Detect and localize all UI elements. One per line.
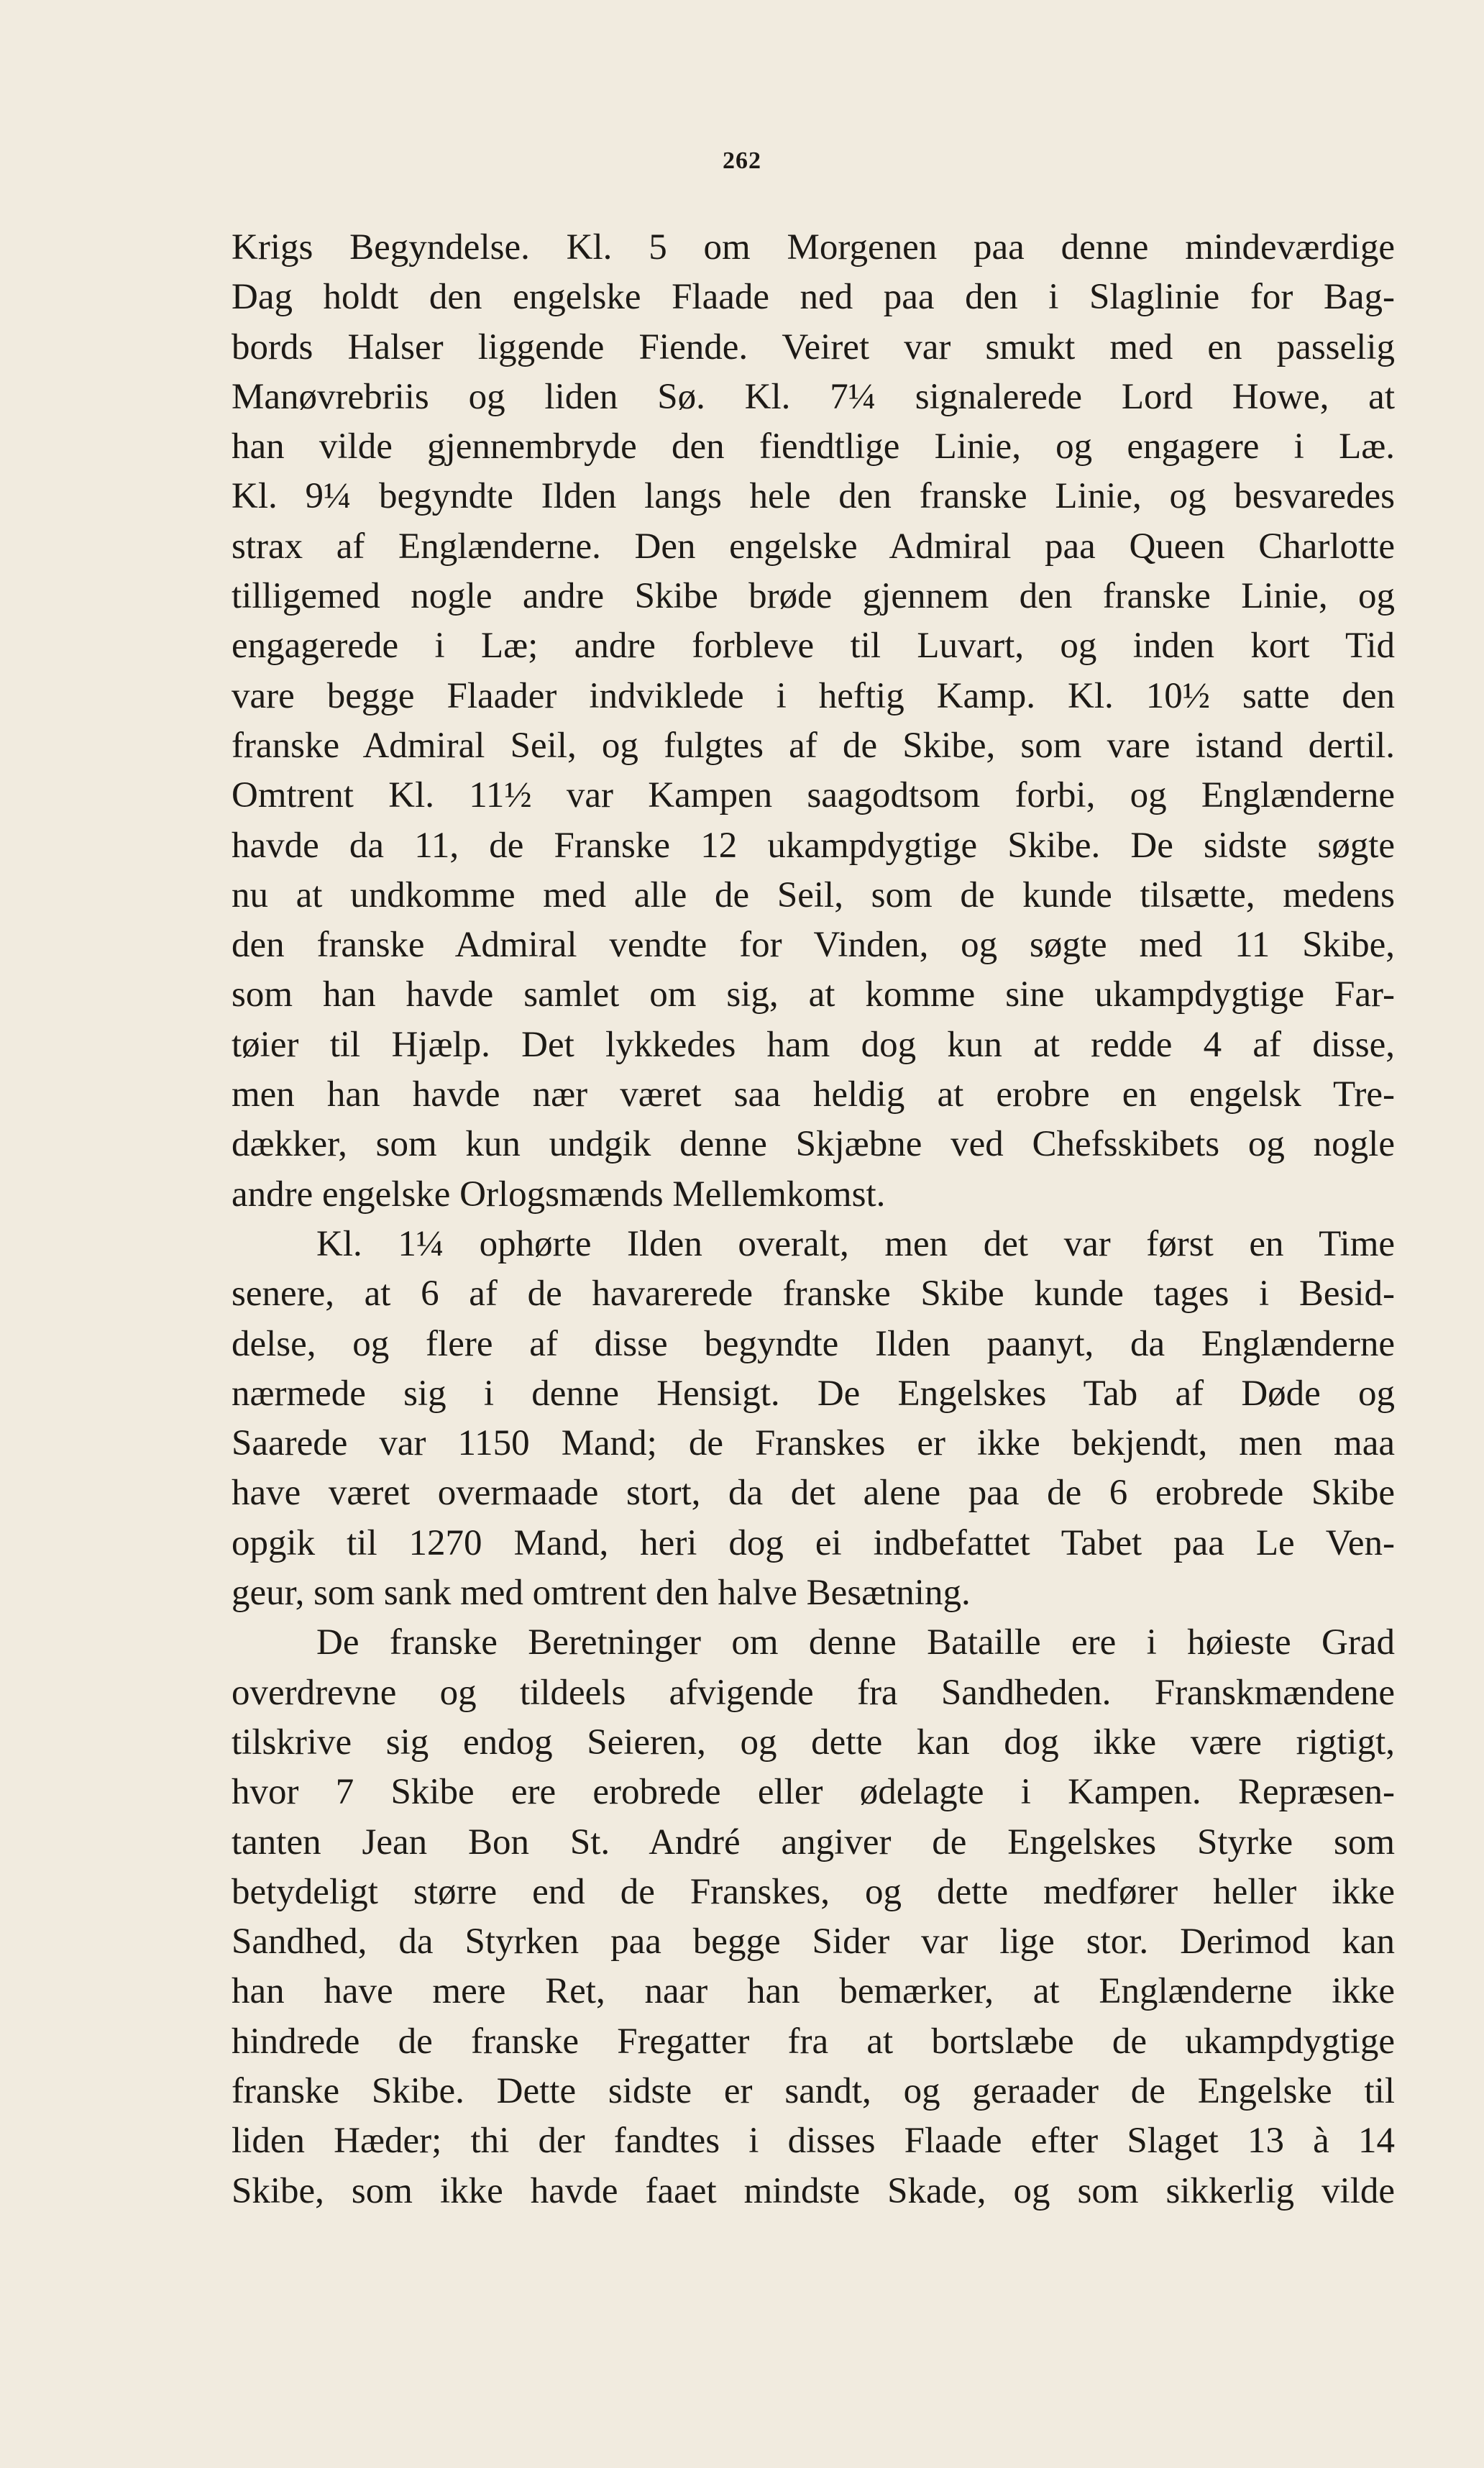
text-line: franske Skibe. Dette sidste er sandt, og geraader de Engelske til (232, 2070, 1395, 2111)
text-line: nu at undkomme med alle de Seil, som de kunde tilsætte, medens (232, 874, 1395, 915)
text-line: nærmede sig i denne Hensigt. De Engelskes Tab af Døde og (232, 1373, 1395, 1414)
text-line: tøier til Hjælp. Det lykkedes ham dog kun at redde 4 af disse, (232, 1024, 1395, 1065)
text-line: bords Halser liggende Fiende. Veiret var smukt med en passelig (232, 326, 1395, 367)
text-line: Kl. 9¼ begyndte Ilden langs hele den franske Linie, og besvaredes (232, 476, 1395, 517)
text-line: dækker, som kun undgik denne Skjæbne ved Chefsskibets og nogle (232, 1124, 1395, 1165)
text-line: delse, og flere af disse begyndte Ilden paanyt, da Englænderne (232, 1323, 1395, 1364)
text-line: liden Hæder; thi der fandtes i disses Flaade efter Slaget 13 à 14 (232, 2121, 1395, 2162)
text-line: senere, at 6 af de havarerede franske Skibe kunde tages i Besid- (232, 1274, 1395, 1315)
paragraph (232, 223, 1395, 1220)
text-line: hvor 7 Skibe ere erobrede eller ødelagte i Kampen. Repræsen- (232, 1772, 1395, 1813)
text-line: tilligemed nogle andre Skibe brøde gjennem den franske Linie, og (232, 576, 1395, 617)
text-line: strax af Englænderne. Den engelske Admiral paa Queen Charlotte (232, 526, 1395, 567)
text-line: overdrevne og tildeels afvigende fra Sandheden. Franskmændene (232, 1672, 1395, 1713)
body-text (232, 223, 1395, 2216)
text-line: tilskrive sig endog Seieren, og dette kan dog ikke være rigtigt, (232, 1722, 1395, 1763)
text-line: Krigs Begyndelse. Kl. 5 om Morgenen paa denne mindeværdige (232, 227, 1395, 268)
paragraph (232, 1220, 1395, 1618)
text-line: men han havde nær været saa heldig at erobre en engelsk Tre- (232, 1074, 1395, 1115)
text-line: han vilde gjennembryde den fiendtlige Linie, og engagere i Læ. (232, 426, 1395, 467)
text-line: Kl. 1¼ ophørte Ilden overalt, men det var først en Time (316, 1223, 1395, 1264)
text-line: Dag holdt den engelske Flaade ned paa den i Slaglinie for Bag- (232, 277, 1395, 318)
text-line: han have mere Ret, naar han bemærker, at Englænderne ikke (232, 1971, 1395, 2012)
text-line: franske Admiral Seil, og fulgtes af de Skibe, som vare istand dertil. (232, 725, 1395, 766)
text-line: betydeligt større end de Franskes, og dette medfører heller ikke (232, 1871, 1395, 1912)
text-line: tanten Jean Bon St. André angiver de Engelskes Styrke som (232, 1822, 1395, 1863)
text-line: andre engelske Orlogsmænds Mellemkomst. (232, 1174, 886, 1215)
text-line: have været overmaade stort, da det alene paa de 6 erobrede Skibe (232, 1473, 1395, 1514)
paragraph (232, 1618, 1395, 2216)
text-line: vare begge Flaader indviklede i heftig Kamp. Kl. 10½ satte den (232, 675, 1395, 716)
text-line: Skibe, som ikke havde faaet mindste Skade, og som sikkerlig vilde (232, 2170, 1395, 2211)
text-line: som han havde samlet om sig, at komme sine ukampdygtige Far- (232, 974, 1395, 1015)
text-line: geur, som sank med omtrent den halve Besætning. (232, 1573, 971, 1614)
text-line: havde da 11, de Franske 12 ukampdygtige Skibe. De sidste søgte (232, 825, 1395, 866)
text-line: opgik til 1270 Mand, heri dog ei indbefattet Tabet paa Le Ven- (232, 1522, 1395, 1563)
text-line: Manøvrebriis og liden Sø. Kl. 7¼ signalerede Lord Howe, at (232, 376, 1395, 417)
text-line: den franske Admiral vendte for Vinden, og søgte med 11 Skibe, (232, 925, 1395, 966)
text-line: Saarede var 1150 Mand; de Franskes er ikke bekjendt, men maa (232, 1423, 1395, 1464)
text-line: Sandhed, da Styrken paa begge Sider var lige stor. Derimod kan (232, 1921, 1395, 1962)
page-number: 262 (723, 147, 761, 174)
text-line: De franske Beretninger om denne Bataille ere i høieste Grad (316, 1622, 1395, 1663)
text-line: Omtrent Kl. 11½ var Kampen saagodtsom forbi, og Englænderne (232, 775, 1395, 816)
text-line: engagerede i Læ; andre forbleve til Luvart, og inden kort Tid (232, 626, 1395, 667)
text-line: hindrede de franske Fregatter fra at bortslæbe de ukampdygtige (232, 2021, 1395, 2062)
